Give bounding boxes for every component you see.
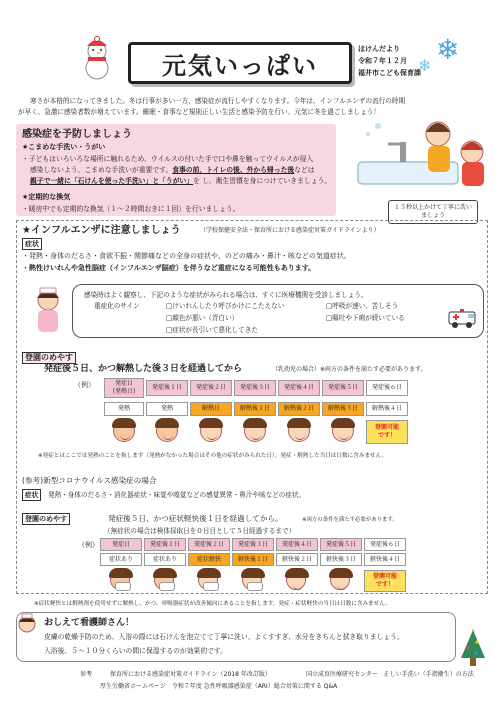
child-face-mask-icon xyxy=(110,570,130,590)
covid-symptoms: 発熱・身体のだるさ・消化器症状・味覚や嗅覚などの感覚異常・鼻汁や咳などの症状。 xyxy=(48,491,306,499)
covid-status-5 xyxy=(320,553,362,566)
newsletter-publisher: 福井市こども保育課 xyxy=(358,69,421,77)
flu-ok-badge xyxy=(366,420,408,444)
covid-day-1 xyxy=(144,538,186,551)
child-face-mask-icon xyxy=(198,570,218,590)
flu-day-1 xyxy=(146,380,188,396)
flu-day-2-label: 発症後２日 xyxy=(195,384,226,391)
severe-signs-intro: 感染時はよく観察し、下記のような症状がみられる場合は、すぐに医療機関を受診しましょう。 xyxy=(84,291,368,299)
flu-status-3 xyxy=(234,402,276,416)
flu-day-3-label: 発症後３日 xyxy=(239,384,270,391)
covid-day-3-label: 発症後３日 xyxy=(237,540,268,548)
severe-sign-2: □呼吸が速い、苦しそう xyxy=(326,302,399,310)
handwash-callout-text: １５秒以上かけて丁寧に洗いましょう xyxy=(393,204,472,219)
prevent-title: 感染症を予防しましょう xyxy=(22,129,132,140)
covid-status-6-label: 軽快後４日 xyxy=(369,555,400,563)
flu-day-0 xyxy=(104,378,144,398)
flu-status-1-label: 発熱 xyxy=(160,405,173,412)
flu-day-4 xyxy=(278,380,320,396)
severe-sign-3: □顔色が悪い（青白い） xyxy=(166,314,239,322)
prevent-line-4: ・暖房中でも定期的な換気（１～２時間おきに１回）を行いましょう。 xyxy=(22,205,240,213)
covid-attendance-tag: 登園のめやす xyxy=(22,513,70,525)
child-face-sick-icon xyxy=(113,420,135,442)
prevent-line-3-emph: 親子で一緒に「石けんを使った手洗い」と「うがい」 xyxy=(30,177,194,185)
covid-day-0-label: 発症日 xyxy=(111,540,130,548)
covid-day-6 xyxy=(364,538,406,551)
nurse-caution-illustration xyxy=(30,286,66,334)
covid-status-6 xyxy=(364,553,406,566)
covid-day-4 xyxy=(276,538,318,551)
covid-day-5 xyxy=(320,538,362,551)
prevent-line-2-end: などは xyxy=(294,166,315,174)
title-banner xyxy=(128,42,352,84)
flu-status-5-label: 解熱後３日 xyxy=(327,405,358,412)
prevent-line-2-emph: 食事の前、トイレの後、外から帰った後 xyxy=(172,166,295,174)
flu-day-6 xyxy=(366,380,408,396)
covid-status-3-label: 軽快後１日 xyxy=(237,555,268,563)
flu-attendance-note: （乳幼児の場合）※両方の条件を満たす必要があります。 xyxy=(272,366,427,373)
covid-title: (参考)新型コロナウイルス感染症の場合 xyxy=(22,476,157,485)
flu-attendance-rule: 発症後５日、かつ解熱した後３日を経過してから xyxy=(44,364,243,374)
covid-status-0-label: 症状あり xyxy=(108,555,133,563)
nurse-tips-line-1: 皮膚の乾燥予防のため、入浴の際には石けんを泡立てて丁寧に洗い、よくすすぎ、水分をきちんと拭き取りましょう。 xyxy=(44,633,404,641)
covid-status-5-label: 軽快後３日 xyxy=(325,555,356,563)
prevent-line-1: ・子どもはいろいろな場所に触れるため、ウイルスの付いた手で口や鼻を触ってウイルスが侵入 xyxy=(22,155,314,163)
covid-status-2 xyxy=(188,553,230,566)
prevent-line-2-text: 感染しないよう、こまめな手洗いが重要です。 xyxy=(30,166,173,174)
covid-status-2-label: 症状軽快 xyxy=(196,555,221,563)
intro-line-1: 寒さが本格的になってきました。冬は行事が多い一方、感染症が流行しやすくなります。今年は、インフルエンザの流行の時期 xyxy=(30,97,406,105)
child-face-icon xyxy=(244,420,266,442)
covid-attendance-asymptomatic: （無症状の場合は検体採取日を０日目として５日経過するまで） xyxy=(104,527,296,535)
flu-symptoms-tag: 症状 xyxy=(22,238,42,250)
covid-day-6-label: 発症後６日 xyxy=(369,540,400,548)
flu-status-6 xyxy=(366,402,408,416)
flu-symptom-2: ・熱性けいれんや急性脳症（インフルエンザ脳症）を伴うなど重症になる可能性もあります。 xyxy=(22,264,316,272)
covid-status-3 xyxy=(232,553,274,566)
covid-day-4-label: 発症後４日 xyxy=(281,540,312,548)
flu-ok-text: 登園可能 です！ xyxy=(374,424,399,439)
covid-status-0 xyxy=(100,553,142,566)
child-face-icon xyxy=(330,570,350,590)
child-face-icon xyxy=(286,570,306,590)
flu-status-0-label: 発熱 xyxy=(117,405,130,412)
flu-day-1-label: 発症後１日 xyxy=(151,384,182,391)
nurse-avatar xyxy=(16,612,38,634)
flu-status-4 xyxy=(278,402,320,416)
flu-attendance-tag: 登園のめやす xyxy=(22,352,76,364)
covid-status-4 xyxy=(276,553,318,566)
severe-sign-4: □嘔吐や下痢が続いている xyxy=(326,314,405,322)
snowflake-small-icon: ❄ xyxy=(418,56,432,75)
covid-day-5-label: 発症後５日 xyxy=(325,540,356,548)
flu-footnote: ※発症とはここでは発熱のことを指します（発熱がなかった場合はその他の症状がみられた日）。発症・解熱した当日は日数に含みません。 xyxy=(38,453,388,459)
severe-signs-label: 重症化のサイン xyxy=(94,302,140,310)
child-face-mask-icon xyxy=(154,570,174,590)
prevent-line-3-end: を し、衛生習慣を身につけていきましょう。 xyxy=(193,177,332,185)
reference-2: 国立成育医療研究センター 正しい手洗い（手指衛生）の方法 xyxy=(306,671,474,678)
severe-sign-1: □けいれんしたり呼びかけにこたえない xyxy=(166,302,285,310)
flu-source: （学校保健安全法・保育所における感染症対策ガイドラインより） xyxy=(200,227,380,234)
covid-ok-text: 登園可能 です！ xyxy=(372,573,397,588)
flu-status-2-label: 解熱日 xyxy=(201,405,220,412)
child-face-icon xyxy=(288,420,310,442)
flu-day-0-label: 発症日 (発熱日) xyxy=(112,380,136,395)
flu-status-4-label: 解熱後２日 xyxy=(283,405,314,412)
covid-status-1-label: 症状あり xyxy=(152,555,177,563)
newsletter-date: 令和７年１２月 xyxy=(358,57,407,65)
covid-day-2 xyxy=(188,538,230,551)
prevent-ventilation-heading: ★定期的な換気 xyxy=(22,193,71,201)
christmas-tree-illustration xyxy=(458,628,488,668)
nurse-tips-line-2: 入浴後、５～１０分くらいの間に保湿するのが効果的です。 xyxy=(44,647,227,655)
intro-line-2: が早く、急激に感染者数が増えています。睡眠・食事など規則正しい生活と感染予防を行い、元気に冬を過ごしましょう！ xyxy=(18,108,380,116)
child-face-icon xyxy=(332,420,354,442)
child-face-mask-icon xyxy=(242,570,262,590)
flu-day-5 xyxy=(322,380,364,396)
newsletter-label: ほけんだより xyxy=(358,45,400,53)
snowman-illustration xyxy=(78,36,116,80)
reference-1: 保育所における感染症対策ガイドライン（2018 年改訂版） xyxy=(110,671,271,678)
reference-3: 厚生労働省ホームページ 令和７年度 急性呼吸器感染症（ARI）総合対策に関する Q&A xyxy=(100,683,338,690)
covid-status-4-label: 軽快後２日 xyxy=(281,555,312,563)
covid-symptoms-tag: 症状 xyxy=(22,489,41,501)
covid-status-1 xyxy=(144,553,186,566)
covid-example-label: （例） xyxy=(78,541,99,549)
covid-attendance-rule: 発症後５日、かつ症状軽快後１日を経過してから。 xyxy=(108,514,283,523)
references-label: 参考 xyxy=(80,671,93,678)
flu-status-6-label: 解熱後４日 xyxy=(371,405,402,412)
flu-day-2 xyxy=(190,380,232,396)
covid-ok-badge xyxy=(364,570,406,592)
flu-title: ★インフルエンザに注意しましょう xyxy=(22,225,181,236)
covid-attendance-note: ※両方の条件を満たす必要があります。 xyxy=(302,517,398,523)
page-title: 元気いっぱい xyxy=(162,51,318,80)
flu-status-1 xyxy=(146,402,188,416)
flu-status-3-label: 解熱後１日 xyxy=(239,405,270,412)
flu-example-label: （例） xyxy=(74,381,95,389)
flu-day-6-label: 発症後６日 xyxy=(371,384,402,391)
severe-sign-5: □症状が長引いて悪化してきた xyxy=(166,326,258,334)
nurse-tips-title: おしえて看護師さん！ xyxy=(44,618,135,628)
handwash-children-illustration xyxy=(338,112,486,194)
covid-day-1-label: 発症後１日 xyxy=(149,540,180,548)
covid-day-3 xyxy=(232,538,274,551)
covid-day-2-label: 発症後２日 xyxy=(193,540,224,548)
prevent-line-2 xyxy=(30,165,315,175)
flu-status-2 xyxy=(190,402,232,416)
ambulance-icon xyxy=(448,306,480,330)
prevent-handwash-heading: ★こまめな手洗い・うがい xyxy=(22,143,106,151)
covid-footnote: ※症状軽快とは解熱剤を使用せずに解熱し、かつ、呼吸器症状が改善傾向にあることを指します。発症・症状軽快の当日は日数に含みません。 xyxy=(34,601,391,607)
flu-day-3 xyxy=(234,380,276,396)
flu-day-4-label: 発症後４日 xyxy=(283,384,314,391)
child-face-icon xyxy=(200,420,222,442)
flu-symptom-1: ・発熱・身体のだるさ・食欲不振・関節痛などの全身の症状や、のどの痛み・鼻汁・咳などの気道症状。 xyxy=(22,252,351,260)
prevent-line-3 xyxy=(30,176,331,186)
flu-day-5-label: 発症後５日 xyxy=(327,384,358,391)
covid-day-0 xyxy=(100,538,142,551)
snowflake-icon: ❄ xyxy=(436,33,460,66)
flu-status-0 xyxy=(104,402,144,416)
child-face-sick-icon xyxy=(156,420,178,442)
flu-status-5 xyxy=(322,402,364,416)
